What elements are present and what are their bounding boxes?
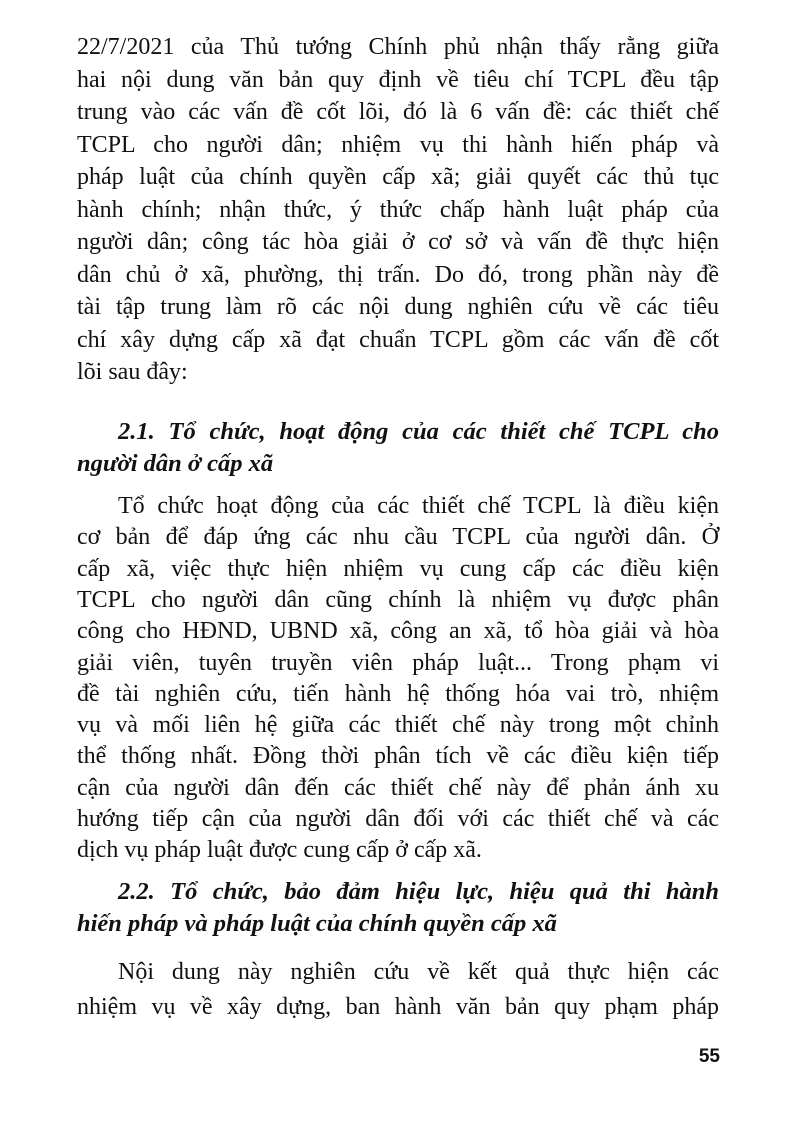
paragraph-line: người dân; công tác hòa giải ở cơ sở và vấn đề thực hiện xyxy=(77,229,719,255)
paragraph-line: 22/7/2021 của Thủ tướng Chính phủ nhận thấy rằng giữa xyxy=(77,34,719,60)
paragraph-line: cấp xã, việc thực hiện nhiệm vụ cung cấp các điều kiện xyxy=(77,555,719,582)
paragraph-line: TCPL cho người dân; nhiệm vụ thi hành hiến pháp và xyxy=(77,131,719,158)
paragraph-line: lõi sau đây: xyxy=(77,359,188,385)
paragraph-line: tài tập trung làm rõ các nội dung nghiên cứu về các tiêu xyxy=(77,294,719,320)
paragraph-line: chí xây dựng cấp xã đạt chuẩn TCPL gồm các vấn đề cốt xyxy=(77,326,719,353)
section-heading-line: hiến pháp và pháp luật của chính quyền cấp xã xyxy=(77,910,557,938)
paragraph-line: cận của người dân đến các thiết chế này để phản ánh xu xyxy=(77,774,719,801)
paragraph-line: hành chính; nhận thức, ý thức chấp hành luật pháp của xyxy=(77,196,719,223)
paragraph-line: Tổ chức hoạt động của các thiết chế TCPL là điều kiện xyxy=(118,493,719,519)
paragraph-line: pháp luật của chính quyền cấp xã; giải quyết các thủ tục xyxy=(77,164,719,190)
paragraph-line: TCPL cho người dân cũng chính là nhiệm vụ được phân xyxy=(77,586,719,613)
paragraph-line: dịch vụ pháp luật được cung cấp ở cấp xã. xyxy=(77,837,482,864)
paragraph-line: hướng tiếp cận của người dân đối với các thiết chế và các xyxy=(77,806,719,832)
paragraph-line: thể thống nhất. Đồng thời phân tích về các điều kiện tiếp xyxy=(77,743,719,770)
paragraph-line: cơ bản để đáp ứng các nhu cầu TCPL của người dân. Ở xyxy=(77,524,719,551)
paragraph-line: Nội dung này nghiên cứu về kết quả thực hiện các xyxy=(118,959,719,985)
page-number: 55 xyxy=(698,1046,720,1067)
section-heading-line: người dân ở cấp xã xyxy=(77,450,274,478)
paragraph-line: hai nội dung văn bản quy định về tiêu chí TCPL đều tập xyxy=(77,66,719,93)
paragraph-line: công cho HĐND, UBND xã, công an xã, tổ hòa giải và hòa xyxy=(77,618,719,645)
paragraph-line: giải viên, tuyên truyền viên pháp luật... Trong phạm vi xyxy=(77,649,719,676)
section-heading-line: 2.1. Tổ chức, hoạt động của các thiết chế TCPL cho xyxy=(118,418,719,445)
paragraph-line: vụ và mối liên hệ giữa các thiết chế này trong một chỉnh xyxy=(77,712,719,739)
paragraph-line: trung vào các vấn đề cốt lõi, đó là 6 vấn đề: các thiết chế xyxy=(77,99,719,125)
paragraph-line: đề tài nghiên cứu, tiến hành hệ thống hóa vai trò, nhiệm xyxy=(77,680,719,707)
section-heading-line: 2.2. Tổ chức, bảo đảm hiệu lực, hiệu quả thi hành xyxy=(118,878,719,905)
paragraph-line: nhiệm vụ về xây dựng, ban hành văn bản quy phạm pháp xyxy=(77,994,719,1020)
paragraph-line: dân chủ ở xã, phường, thị trấn. Do đó, trong phần này đề xyxy=(77,261,719,288)
